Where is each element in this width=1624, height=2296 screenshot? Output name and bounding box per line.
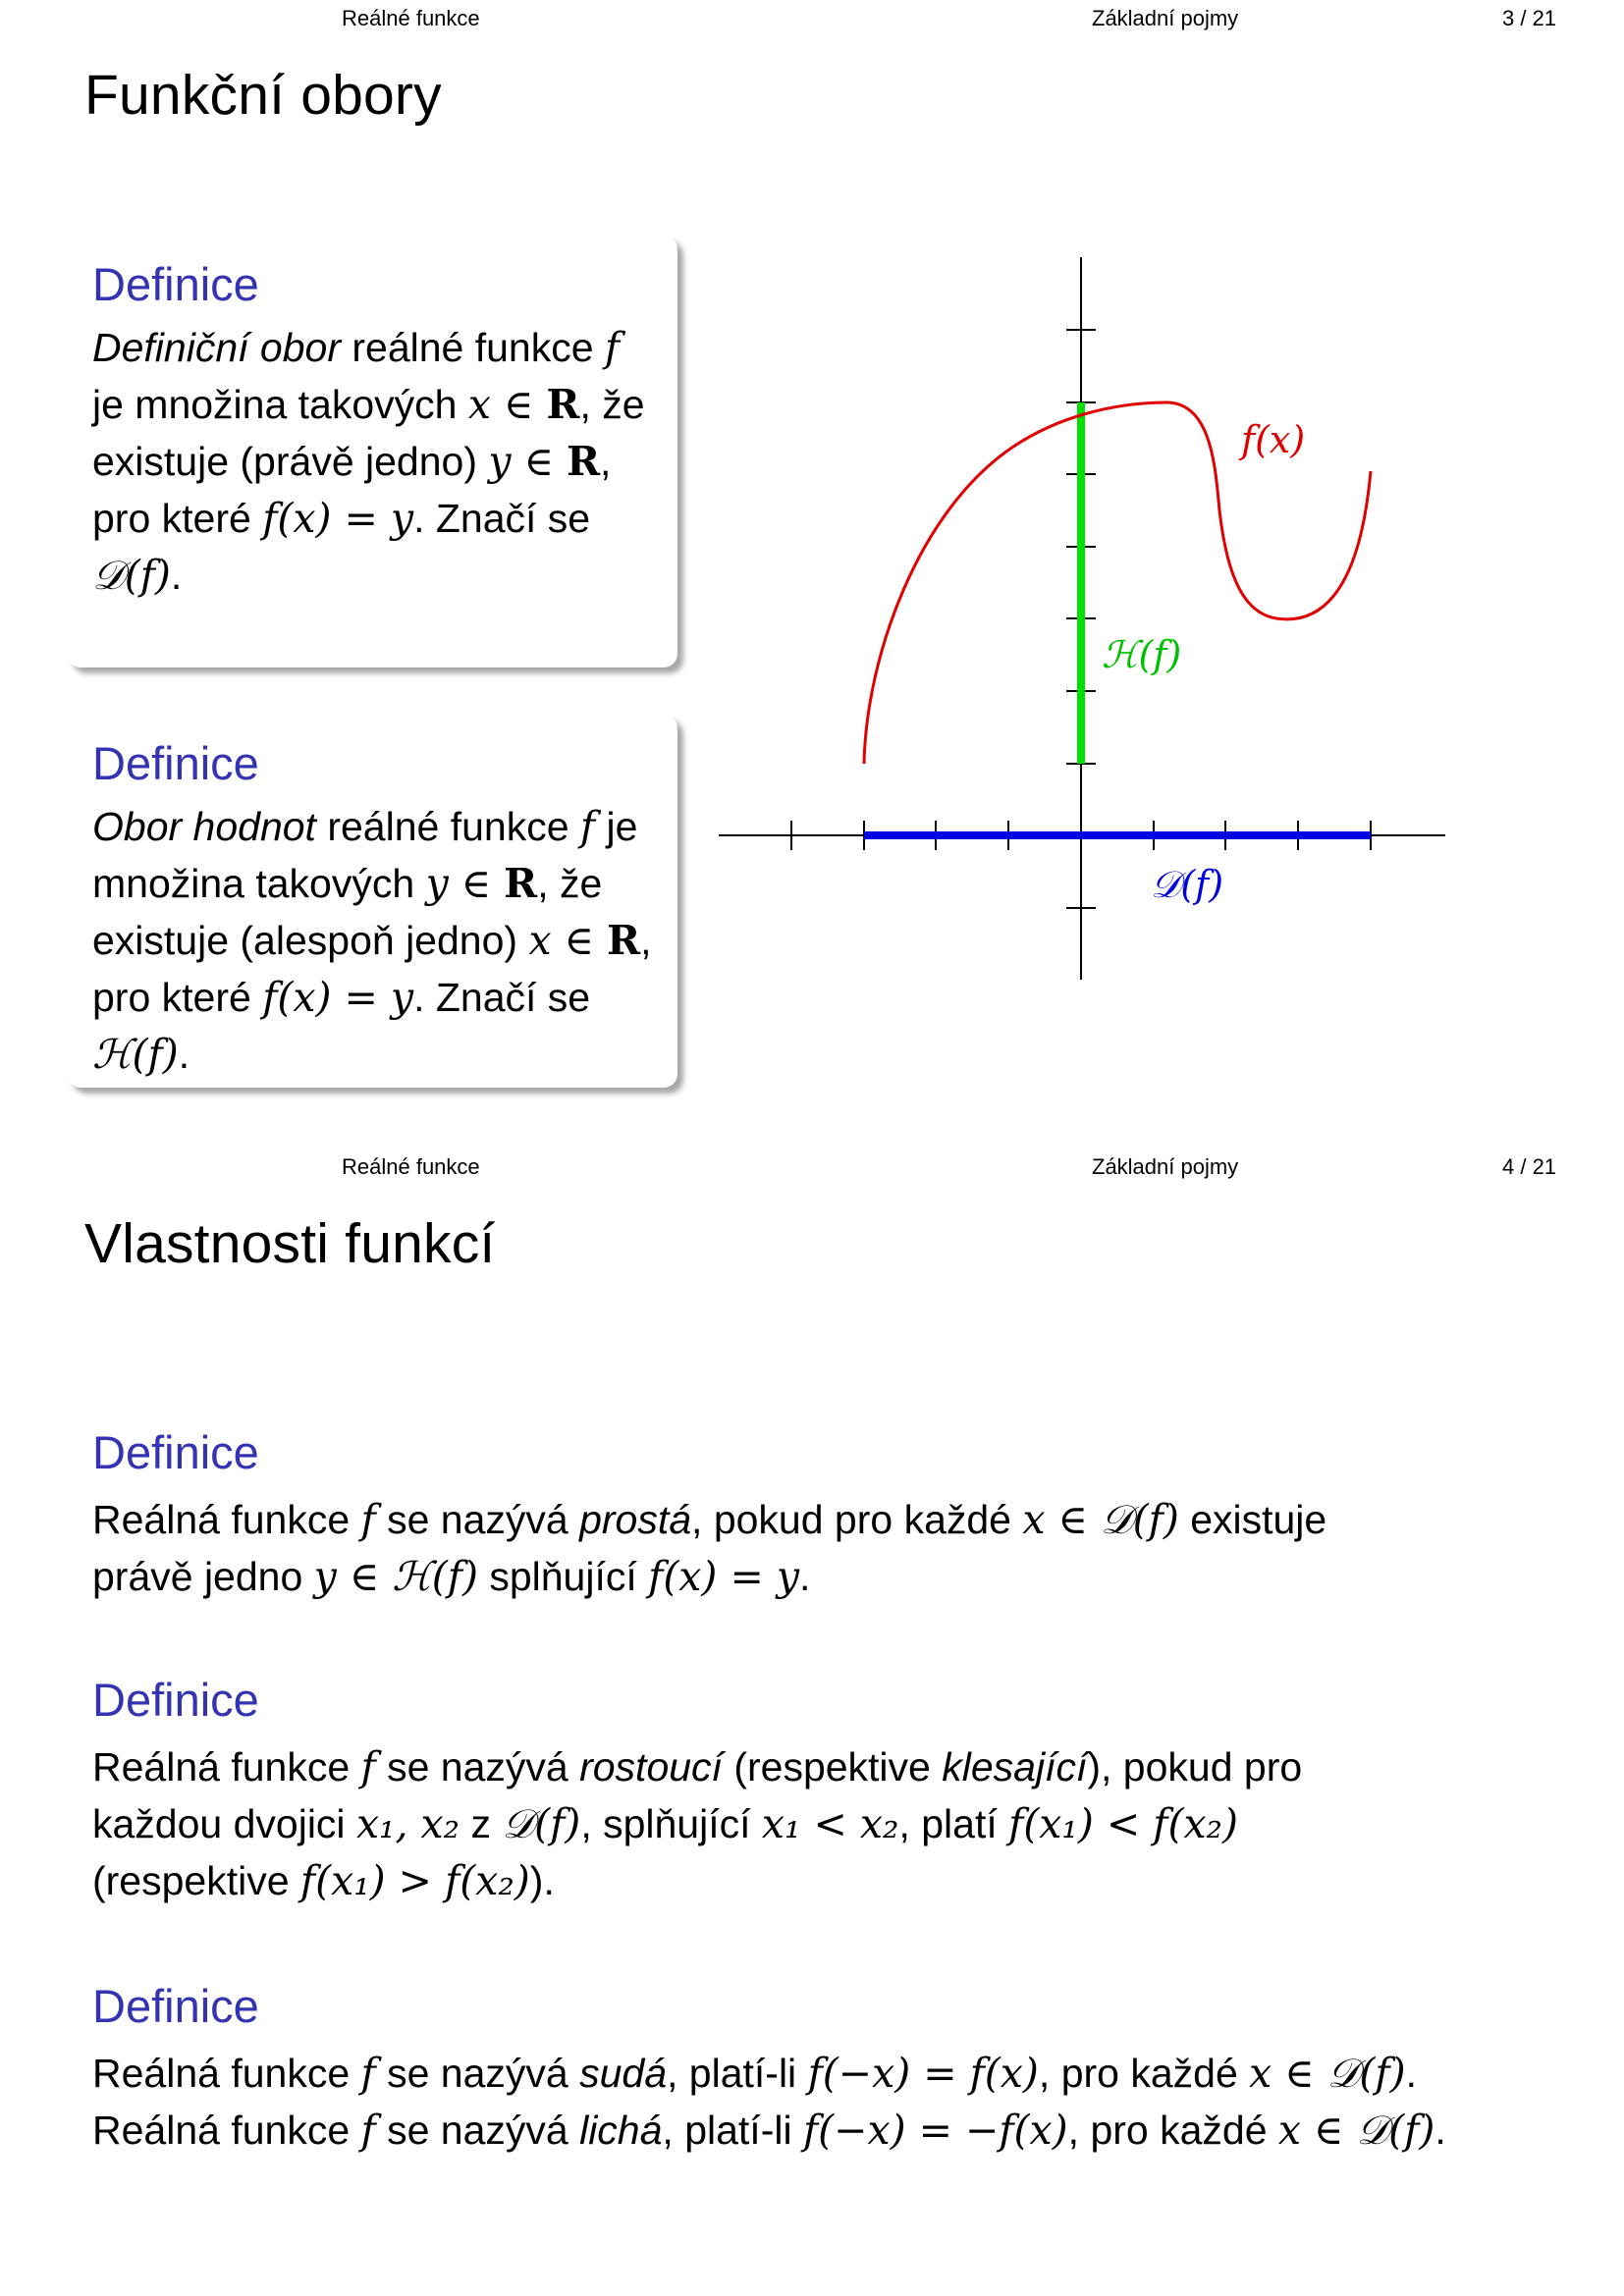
text: , platí bbox=[898, 1801, 1009, 1846]
math: f bbox=[579, 803, 596, 850]
curve-label: f(x) bbox=[1241, 418, 1306, 461]
math: f bbox=[604, 324, 621, 371]
math: x ∈ 𝒟(f) bbox=[1277, 2107, 1435, 2154]
definition-body bbox=[92, 1491, 1326, 1605]
text: , že existuje (právě jedno) bbox=[92, 382, 645, 484]
line bbox=[92, 2102, 1446, 2159]
definition-body bbox=[92, 319, 652, 604]
header-subsection: Základní pojmy bbox=[1092, 6, 1239, 30]
math: x₁, x₂ bbox=[355, 1800, 460, 1847]
text: . bbox=[1435, 2108, 1446, 2153]
math: R bbox=[504, 860, 538, 907]
text: Reálná funkce bbox=[92, 1744, 361, 1789]
line bbox=[92, 1795, 1302, 1852]
math: f bbox=[360, 2050, 376, 2097]
definition-parity bbox=[92, 1980, 1446, 2159]
text: je množina takových bbox=[92, 382, 468, 427]
text: z bbox=[460, 1801, 503, 1846]
text: právě jedno bbox=[92, 1554, 314, 1599]
math: f(x) = y bbox=[648, 1553, 800, 1600]
text: . bbox=[1405, 2051, 1417, 2096]
text: reálné funkce bbox=[340, 325, 605, 370]
text: , pro každé bbox=[1067, 2108, 1278, 2153]
text: , že existuje (alespoň jedno) bbox=[92, 861, 603, 963]
math: 𝒟(f) bbox=[502, 1800, 581, 1847]
definition-title: Definice bbox=[92, 1426, 259, 1478]
domain-label: 𝒟(f) bbox=[1151, 863, 1224, 906]
slide-4 bbox=[0, 1148, 1624, 2296]
slide-title: Funkční obory bbox=[84, 64, 442, 127]
math: y ∈ bbox=[488, 438, 567, 485]
math: f(x₁) > f(x₂) bbox=[299, 1857, 530, 1904]
definition-title: Definice bbox=[92, 737, 259, 789]
math: 𝒟(f) bbox=[92, 552, 171, 599]
math: y ∈ ℋ(f) bbox=[313, 1553, 478, 1600]
definition-body bbox=[92, 798, 652, 1083]
text: se nazývá bbox=[375, 2108, 580, 2153]
text: je množina takových bbox=[92, 804, 638, 906]
definition-title: Definice bbox=[92, 1980, 259, 2032]
math: x ∈ bbox=[528, 917, 607, 964]
text: , splňující bbox=[580, 1801, 762, 1846]
text: (respektive bbox=[92, 1858, 300, 1903]
term-text: rostoucí bbox=[579, 1744, 723, 1789]
text: se nazývá bbox=[375, 1497, 580, 1542]
text: ), pokud pro bbox=[1087, 1744, 1303, 1789]
text: reálné funkce bbox=[315, 804, 580, 849]
text: , pro které bbox=[92, 918, 652, 1020]
math: f(x) = y bbox=[262, 495, 414, 542]
term-text: Definiční obor bbox=[92, 325, 341, 370]
line bbox=[92, 1491, 1326, 1548]
text: , pro každé bbox=[1038, 2051, 1250, 2096]
term-text: Obor hodnot bbox=[92, 804, 316, 849]
text: každou dvojici bbox=[92, 1801, 356, 1846]
text: , platí-li bbox=[667, 2051, 808, 2096]
term-text: lichá bbox=[579, 2108, 663, 2153]
header-section: Reálné funkce bbox=[342, 1154, 480, 1179]
math: R bbox=[606, 917, 641, 964]
math: x ∈ 𝒟(f) bbox=[1022, 1496, 1179, 1543]
text: se nazývá bbox=[375, 2051, 580, 2096]
math: R bbox=[566, 438, 601, 485]
math: R bbox=[546, 381, 580, 428]
text: se nazývá bbox=[375, 1744, 580, 1789]
definition-body bbox=[92, 1738, 1302, 1909]
header-section: Reálné funkce bbox=[342, 6, 480, 30]
definition-title: Definice bbox=[92, 258, 259, 310]
text: . bbox=[178, 1032, 190, 1077]
definition-box-domain bbox=[67, 236, 677, 667]
text: , platí-li bbox=[662, 2108, 803, 2153]
header-subsection: Základní pojmy bbox=[1092, 1154, 1239, 1179]
definition-body bbox=[92, 2045, 1446, 2159]
math: y ∈ bbox=[425, 860, 505, 907]
math: ℋ(f) bbox=[92, 1031, 179, 1078]
text: splňující bbox=[477, 1554, 649, 1599]
text: . Značí se bbox=[413, 496, 591, 541]
page-number: 4 / 21 bbox=[1502, 1154, 1557, 1179]
line bbox=[92, 1548, 1326, 1605]
math: f bbox=[360, 1743, 376, 1790]
term-text: prostá bbox=[579, 1497, 692, 1542]
math: f(x) = y bbox=[262, 974, 414, 1021]
text: , pokud pro každé bbox=[691, 1497, 1023, 1542]
definition-injective bbox=[92, 1426, 1327, 1605]
definition-box-range bbox=[67, 715, 677, 1088]
math: f bbox=[360, 2107, 376, 2154]
math: x ∈ 𝒟(f) bbox=[1249, 2050, 1406, 2097]
page-number: 3 / 21 bbox=[1502, 6, 1557, 30]
math: f(−x) = −f(x) bbox=[802, 2107, 1068, 2154]
math: f(x₁) < f(x₂) bbox=[1008, 1800, 1238, 1847]
text: Reálná funkce bbox=[92, 1497, 361, 1542]
text: Reálná funkce bbox=[92, 2108, 361, 2153]
range-label: ℋ(f) bbox=[1102, 633, 1182, 676]
math: x ∈ bbox=[467, 381, 547, 428]
text: . Značí se bbox=[413, 975, 591, 1020]
line bbox=[92, 1852, 1302, 1909]
slide-title: Vlastnosti funkcí bbox=[84, 1212, 496, 1275]
text: . bbox=[170, 553, 183, 598]
function-graph bbox=[707, 245, 1463, 991]
line bbox=[92, 2045, 1446, 2102]
text: , pro které bbox=[92, 439, 612, 541]
text: (respektive bbox=[722, 1744, 943, 1789]
definition-monotonic bbox=[92, 1674, 1303, 1909]
math: f(−x) = f(x) bbox=[807, 2050, 1039, 2097]
line bbox=[92, 1738, 1302, 1795]
term-text: sudá bbox=[579, 2051, 668, 2096]
text: . bbox=[799, 1554, 811, 1599]
math: x₁ < x₂ bbox=[761, 1800, 899, 1847]
definition-title: Definice bbox=[92, 1674, 259, 1726]
text: ). bbox=[529, 1858, 555, 1903]
text: existuje bbox=[1178, 1497, 1327, 1542]
text: Reálná funkce bbox=[92, 2051, 361, 2096]
term-text: klesající bbox=[942, 1744, 1088, 1789]
math: f bbox=[360, 1496, 376, 1543]
